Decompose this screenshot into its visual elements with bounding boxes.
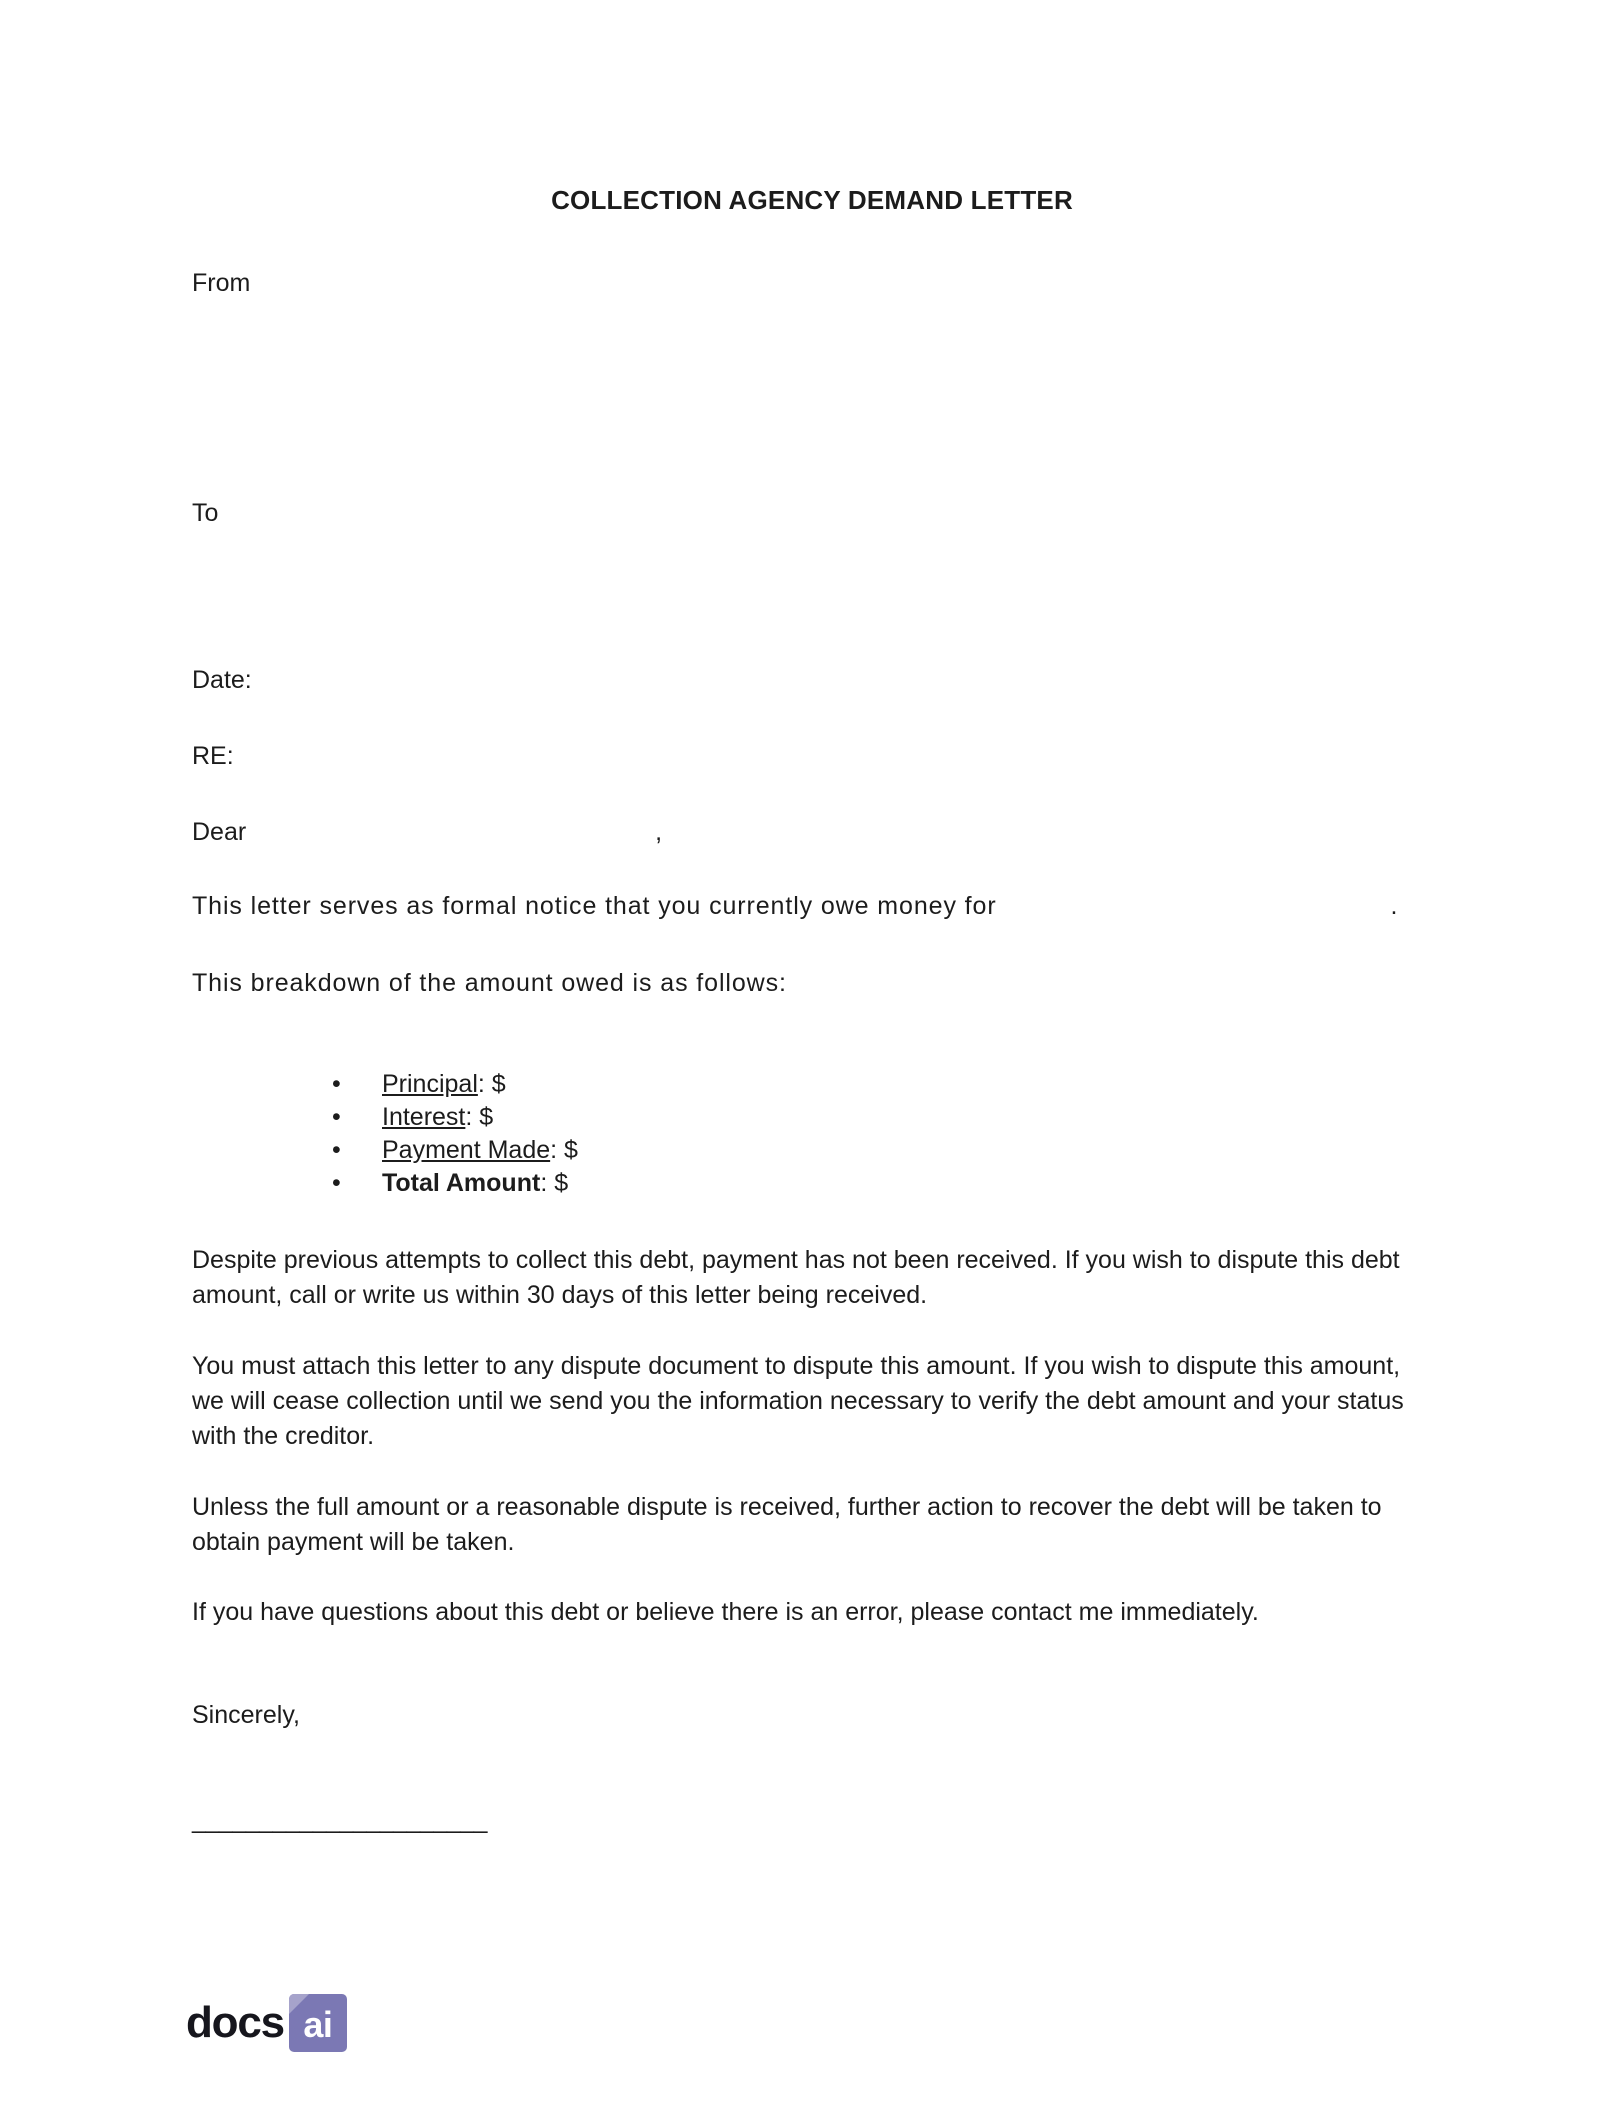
salutation-comma: , (655, 818, 663, 846)
bullet-icon: • (332, 1070, 341, 1098)
breakdown-label-payment-made: Payment Made (382, 1136, 551, 1164)
paragraph-contact-me: If you have questions about this debt or believe there is an error, please contact me immediately. (192, 1598, 1259, 1626)
breakdown-intro: This breakdown of the amount owed is as follows: (192, 969, 787, 997)
page-title: COLLECTION AGENCY DEMAND LETTER (551, 185, 1073, 215)
paragraph-further-action: Unless the full amount or a reasonable dispute is received, further action to recover the debt will be taken to obtain payment will be taken. (192, 1493, 1382, 1556)
document-badge-icon (289, 1994, 347, 2052)
breakdown-suffix-payment-made: : $ (550, 1136, 578, 1164)
list-item (192, 1134, 1430, 1167)
docsai-logo (186, 1993, 347, 2053)
from-label: From (192, 269, 251, 297)
bullet-icon: • (332, 1103, 341, 1131)
salutation-line (192, 817, 1430, 847)
salutation-label: Dear (192, 818, 247, 846)
breakdown-label-total-amount: Total Amount (382, 1169, 541, 1197)
date-label: Date: (192, 666, 252, 694)
breakdown-suffix-total-amount: : $ (540, 1169, 569, 1197)
breakdown-suffix-principal: : $ (477, 1070, 506, 1098)
notice-text: This letter serves as formal notice that you currently owe money for (192, 892, 997, 920)
paragraph-attach-letter: You must attach this letter to any dispute document to dispute this amount. If you wish to dispute this amount, we will cease collection until we send you the information necessary to verify the debt amount and your status with the creditor. (192, 1352, 1404, 1450)
breakdown-label-principal: Principal (382, 1070, 478, 1098)
breakdown-list (192, 1068, 1430, 1200)
paragraph-dispute-notice: Despite previous attempts to collect this debt, payment has not been received. If you wish to dispute this debt amount, call or write us within 30 days of this letter being received. (192, 1246, 1400, 1309)
to-label: To (192, 499, 219, 527)
notice-line (192, 890, 1430, 922)
logo-wordmark: docs (186, 1998, 284, 2047)
logo-badge-text: ai (303, 2003, 333, 2045)
breakdown-suffix-interest: : $ (465, 1103, 494, 1131)
list-item (192, 1101, 1430, 1134)
bullet-icon: • (332, 1169, 341, 1197)
bullet-icon: • (332, 1136, 341, 1164)
notice-period: . (1390, 892, 1398, 920)
signature-line[interactable]: ______________________ (192, 1806, 487, 1834)
re-label: RE: (192, 742, 234, 770)
sign-off: Sincerely, (192, 1701, 300, 1729)
list-item (192, 1068, 1430, 1101)
breakdown-label-interest: Interest (382, 1103, 466, 1131)
list-item (192, 1167, 1430, 1200)
